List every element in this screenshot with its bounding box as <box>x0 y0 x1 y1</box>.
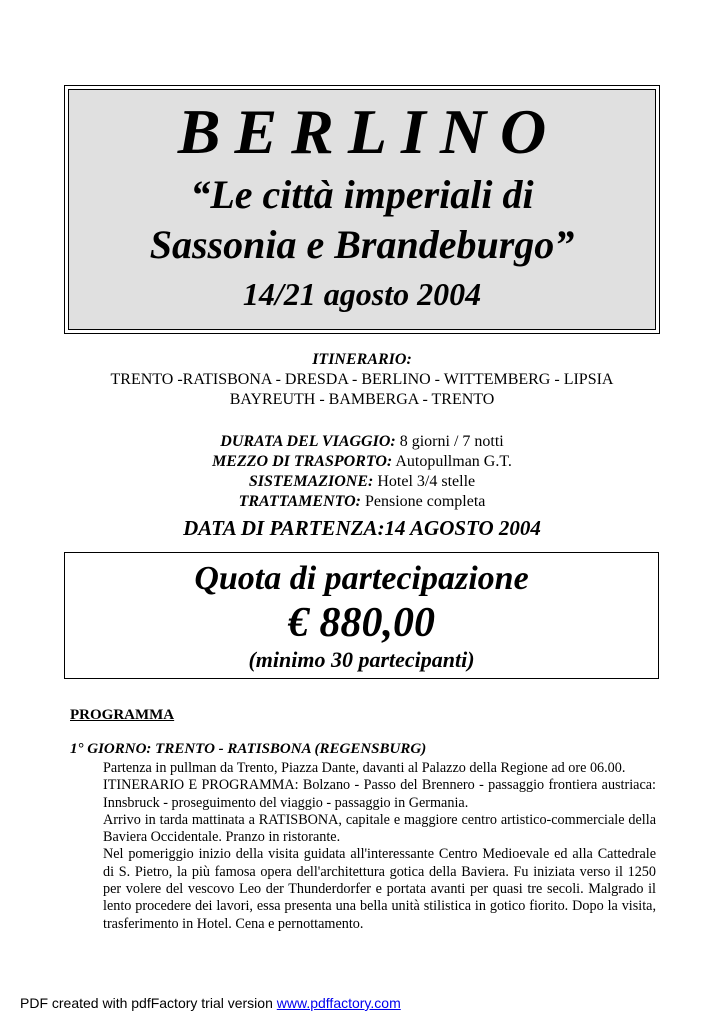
detail-label: MEZZO DI TRASPORTO: <box>212 453 393 470</box>
itinerary-line-1: TRENTO -RATISBONA - DRESDA - BERLINO - WITTEMBERG - LIPSIA <box>110 371 614 388</box>
departure-date: DATA DI PARTENZA:14 AGOSTO 2004 <box>183 516 541 540</box>
subtitle-line-2: Sassonia e Brandeburgo” <box>149 222 575 267</box>
detail-value: Pensione completa <box>360 493 486 510</box>
detail-value: 8 giorni / 7 notti <box>395 433 504 450</box>
day-1-title: 1° GIORNO: TRENTO - RATISBONA (REGENSBURG) <box>70 741 427 757</box>
detail-label: SISTEMAZIONE: <box>248 473 374 490</box>
day-1-paragraph: Nel pomeriggio inizio della visita guidata all'interessante Centro Medioevale ed alla Cattedrale di S. Pietro, la più famosa opera dell'architettura gotica della Baviera. Fu iniziata verso il 1250 per volere del vescovo Leo der Thunderdorfer e portata avanti per quasi tre secoli. Malgrado il lento procedere dei lavori, essa presenta una bella unità stilistica in gotico fiorito. Dopo la visita, trasferimento in Hotel. Cena e pernottamento. <box>103 846 656 932</box>
itinerary-line-2: BAYREUTH - BAMBERGA - TRENTO <box>229 391 495 408</box>
detail-transport <box>0 452 724 472</box>
detail-label: TRATTAMENTO: <box>238 493 361 510</box>
detail-board <box>0 492 724 512</box>
detail-label: DURATA DEL VIAGGIO: <box>220 433 396 450</box>
title-box <box>64 85 660 334</box>
trip-info <box>0 350 724 542</box>
detail-value: Hotel 3/4 stelle <box>373 473 476 490</box>
day-1-paragraph: Arrivo in tarda mattinata a RATISBONA, capitale e maggiore centro artistico-commerciale della Baviera Occidentale. Pranzo in ristorante. <box>103 811 656 846</box>
day-1-paragraph: ITINERARIO E PROGRAMMA: Bolzano - Passo del Brennero - passaggio frontiera austriaca: Innsbruck - proseguimento del viaggio - passaggio in Germania. <box>103 777 656 811</box>
pdf-footer <box>20 995 401 1011</box>
title-dates: 14/21 agosto 2004 <box>242 276 482 312</box>
detail-accommodation <box>0 472 724 492</box>
price-value: € 880,00 <box>288 600 435 646</box>
day-1-paragraph: Partenza in pullman da Trento, Piazza Dante, davanti al Palazzo della Regione ad ore 06.00. <box>103 760 626 776</box>
subtitle-line-1: “Le città imperiali di <box>190 172 534 217</box>
price-note: (minimo 30 partecipanti) <box>248 647 475 672</box>
price-label: Quota di partecipazione <box>194 560 529 597</box>
programma-heading: PROGRAMMA <box>70 707 175 723</box>
footer-link[interactable]: www.pdffactory.com <box>276 995 401 1011</box>
day-1-description <box>103 760 656 933</box>
footer-text: PDF created with pdfFactory trial version <box>20 995 277 1011</box>
title-main: BERLINO <box>177 96 561 167</box>
price-box <box>64 552 659 679</box>
detail-value: Autopullman G.T. <box>392 453 512 470</box>
itinerary-heading: ITINERARIO: <box>312 351 412 368</box>
title-panel <box>68 89 656 330</box>
detail-duration <box>0 432 724 452</box>
